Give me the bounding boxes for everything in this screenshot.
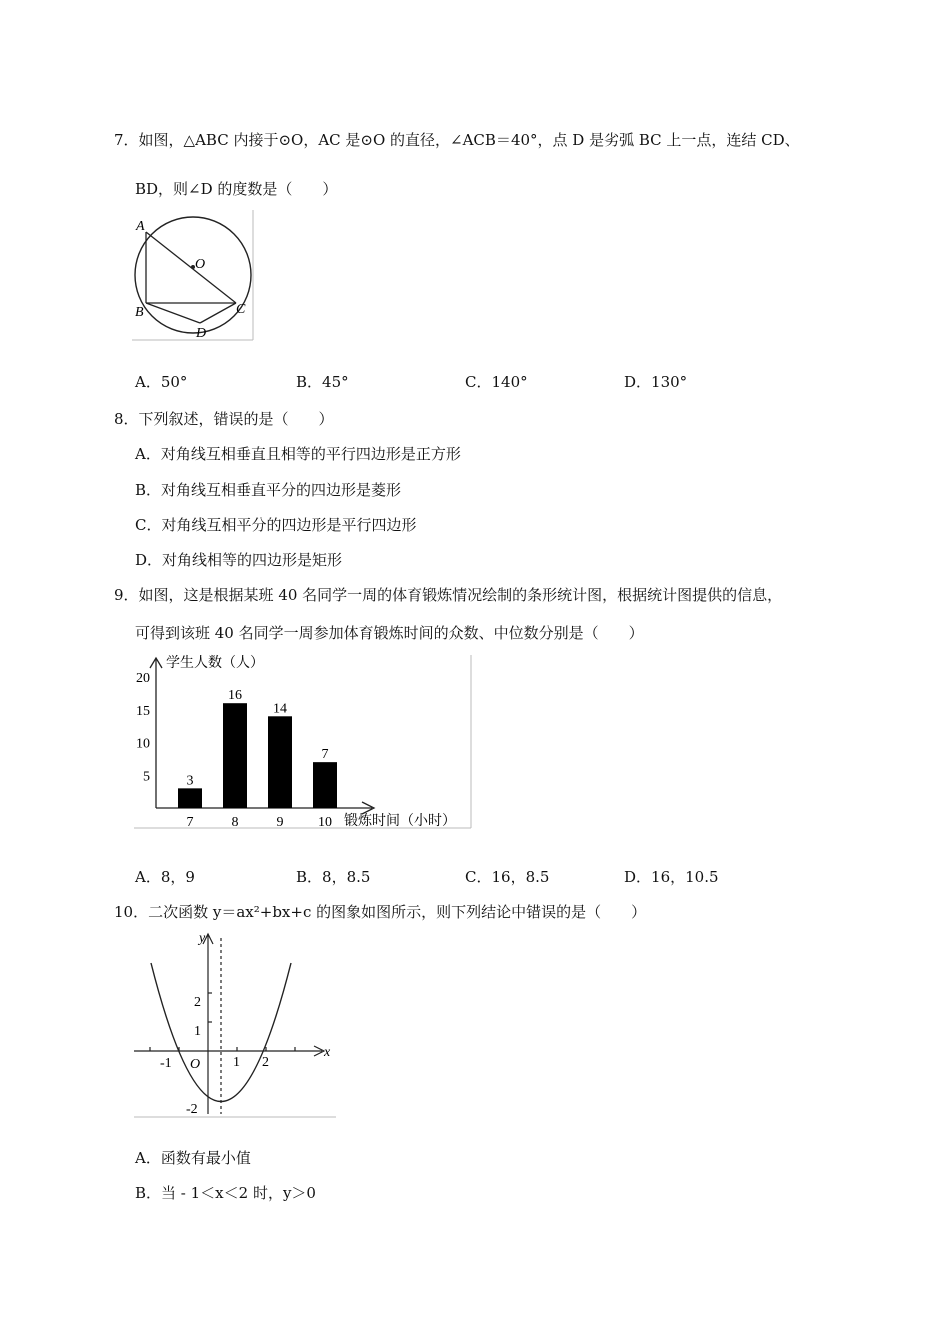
bar-value-label: 14	[273, 701, 287, 717]
q8-option-d: D．对角线相等的四边形是矩形	[135, 551, 343, 569]
q7-option-b: B．45°	[296, 373, 349, 391]
q7-stem-line1: 7．如图，△ABC 内接于⊙O，AC 是⊙O 的直径，∠ACB＝40°，点 D 是劣弧 BC 上一点，连结 CD、	[114, 131, 800, 149]
bar-value-label: 7	[321, 747, 329, 763]
q7-label-a: A	[136, 219, 145, 234]
q9-stem-line2: 可得到该班 40 名同学一周参加体育锻炼时间的众数、中位数分别是（ ）	[135, 624, 644, 642]
q7-circle-figure	[132, 210, 256, 342]
bar-7	[178, 788, 202, 808]
q10-stem: 10．二次函数 y＝ax²+bx+c 的图象如图所示，则下列结论中错误的是（ ）	[114, 903, 647, 921]
bar-10	[313, 762, 337, 808]
q10-parabola-figure	[132, 928, 338, 1120]
q10-label-x: x	[324, 1045, 331, 1060]
q10-tick-x1: 1	[233, 1055, 240, 1070]
q8-option-c: C．对角线互相平分的四边形是平行四边形	[135, 516, 417, 534]
x-category-label: 9	[276, 815, 284, 830]
q9-option-a: A．8，9	[135, 868, 195, 886]
bar-value-label: 16	[228, 688, 242, 704]
bar-chart-y-axis	[150, 658, 162, 808]
q9-stem-line1: 9．如图，这是根据某班 40 名同学一周的体育锻炼情况绘制的条形统计图，根据统计图提供的信息，	[114, 586, 783, 604]
bar-chart-y-label: 学生人数（人）	[166, 655, 264, 671]
q9-bar-chart	[132, 652, 477, 832]
y-tick-label: 5	[143, 769, 150, 785]
q10-tick-ym2: -2	[186, 1102, 198, 1117]
q7-stem-line2: BD，则∠D 的度数是（ ）	[135, 180, 338, 198]
q7-option-c: C．140°	[465, 373, 528, 391]
q10-label-y: y	[199, 931, 206, 946]
q7-option-a: A．50°	[135, 373, 188, 391]
bar-8	[223, 703, 247, 808]
q7-label-d: D	[196, 326, 207, 341]
x-category-label: 8	[231, 815, 239, 830]
y-tick-label: 15	[136, 703, 150, 719]
y-tick-label: 20	[136, 671, 150, 686]
q8-option-a: A．对角线互相垂直且相等的平行四边形是正方形	[135, 445, 461, 463]
q8-stem: 8．下列叙述，错误的是（ ）	[114, 410, 334, 428]
x-category-label: 7	[186, 815, 194, 830]
bar-value-label: 3	[186, 773, 194, 789]
q9-option-d: D．16，10.5	[624, 868, 719, 886]
q10-tick-xm1: -1	[160, 1056, 172, 1071]
q7-label-c: C	[236, 302, 246, 317]
q7-option-d: D．130°	[624, 373, 688, 391]
q9-option-b: B．8，8.5	[296, 868, 371, 886]
q10-tick-y2: 2	[194, 995, 201, 1010]
q10-tick-x2: 2	[262, 1055, 269, 1070]
q7-label-b: B	[135, 305, 144, 320]
q7-label-o: O	[195, 257, 206, 272]
q9-option-c: C．16，8.5	[465, 868, 550, 886]
x-category-label: 10	[318, 815, 332, 830]
q8-option-b: B．对角线互相垂直平分的四边形是菱形	[135, 481, 402, 499]
q10-option-b: B．当 - 1＜x＜2 时，y＞0	[135, 1184, 316, 1202]
bar-9	[268, 716, 292, 808]
q10-tick-y1: 1	[194, 1024, 201, 1039]
y-tick-label: 10	[136, 736, 150, 752]
q10-label-origin: O	[190, 1057, 201, 1072]
q10-option-a: A．函数有最小值	[135, 1149, 251, 1167]
bar-chart-x-label: 锻炼时间（小时）	[344, 813, 456, 829]
